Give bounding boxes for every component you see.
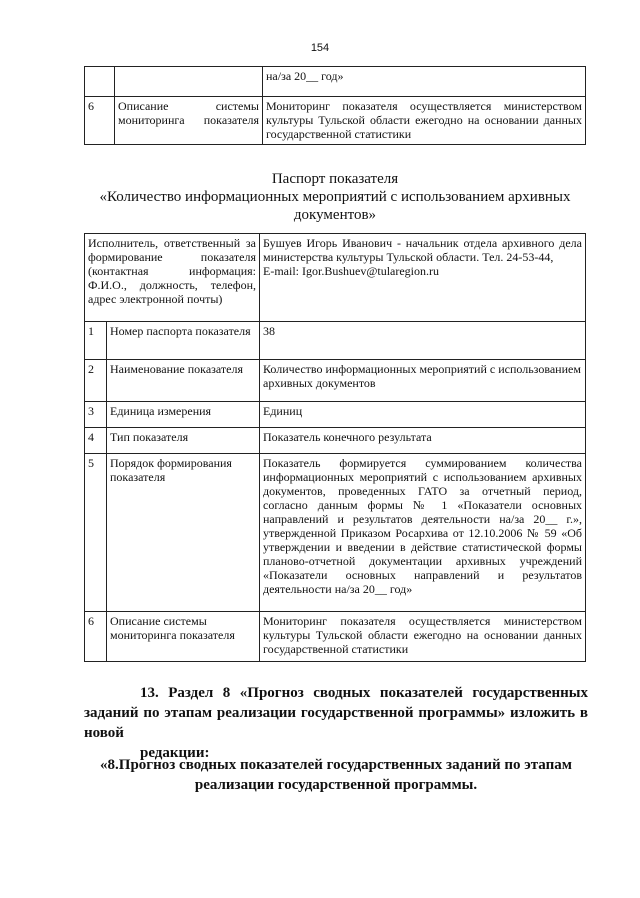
executor-value-cell [260,234,586,322]
passport-subtitle: «Количество информационных мероприятий с использованием архивных документов» [99,189,571,223]
row-number-cell: 6 [85,612,107,662]
executor-email: E-mail: Igor.Bushuev@tularegion.ru [263,264,440,278]
row-name-cell: Наименование показателя [107,360,260,402]
table-row [85,402,586,428]
table-row-executor [85,234,586,322]
table-row [85,97,586,145]
row-number-cell: 5 [85,454,107,612]
row-name-cell: Порядок формирования показателя [107,454,260,612]
paragraph-13-text: 13. Раздел 8 «Прогноз сводных показателей государственных заданий по этапам реализации государственной программы» изложить в новой [84,685,588,741]
row-value-cell: Количество информационных мероприятий с использованием архивных документов [260,360,586,402]
row-number-cell: 3 [85,402,107,428]
row-value-cell: Мониторинг показателя осуществляется министерством культуры Тульской области ежегодно на основании данных государственной статистики [260,612,586,662]
table-row [85,322,586,360]
section-8-heading: «8.Прогноз сводных показателей государственных заданий по этапам реализации государственной программы. [100,757,572,793]
row-value-cell: Показатель формируется суммированием количества информационных мероприятий с использованием архивных документов, проведенных ГАТО за отчетный период, согласно данным формы № 1 «Показатели основных направлений и результатов деятельности на/за 20__ г.», утвержденной Приказом Росархива от 12.10.2006 № 59 «Об утверждении и введении в действие статистической формы планово-отчетной документации архивных учреждений «Показатели основных направлений и результатов деятельности на/за 20__ год» [260,454,586,612]
row-name-cell: Описание системы мониторинга показателя [107,612,260,662]
table-row [85,612,586,662]
executor-label-cell: Исполнитель, ответственный за формирование показателя (контактная информация: Ф.И.О., должность, телефон, адрес электронной почты) [85,234,260,322]
table-row [85,428,586,454]
row-name-cell: Номер паспорта показателя [107,322,260,360]
row-name-cell: Описание системы мониторинга показателя [115,97,263,145]
row-value-cell: на/за 20__ год» [263,67,586,97]
row-name-cell: Тип показателя [107,428,260,454]
table-row [85,454,586,612]
row-name-cell [115,67,263,97]
row-number-cell: 1 [85,322,107,360]
paragraph-13 [84,683,588,763]
row-number-cell: 2 [85,360,107,402]
row-number-cell: 4 [85,428,107,454]
page-number: 154 [310,42,330,54]
row-number-cell: 6 [85,97,115,145]
row-value-cell: Мониторинг показателя осуществляется министерством культуры Тульской области ежегодно на основании данных государственной статистики [263,97,586,145]
row-value-cell: 38 [260,322,586,360]
table-row [85,360,586,402]
row-value-cell: Показатель конечного результата [260,428,586,454]
top-table-continuation [84,66,586,145]
row-number-cell [85,67,115,97]
executor-contact: Бушуев Игорь Иванович - начальник отдела архивного дела министерства культуры Тульской области. Тел. 24-53-44, [263,236,582,264]
passport-heading [84,170,586,224]
paragraph-13-last-line: редакции: [140,745,210,761]
row-value-cell: Единиц [260,402,586,428]
passport-table [84,233,586,662]
passport-title: Паспорт показателя [271,171,399,187]
table-row [85,67,586,97]
row-name-cell: Единица измерения [107,402,260,428]
